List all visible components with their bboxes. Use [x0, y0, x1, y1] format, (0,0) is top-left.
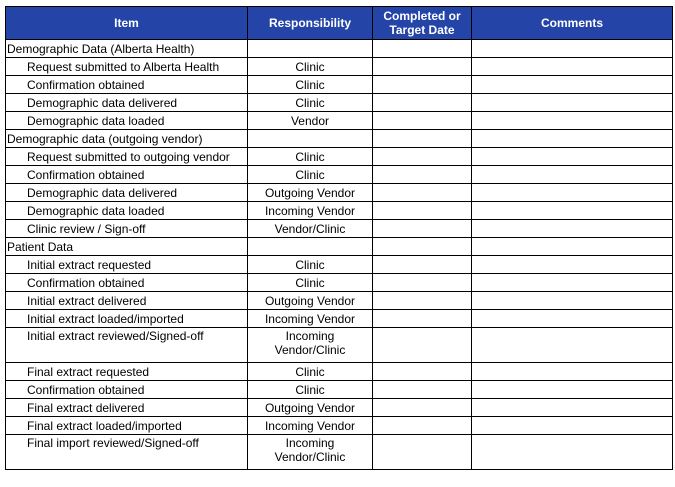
section-row — [6, 238, 673, 256]
date-cell[interactable] — [373, 202, 472, 220]
date-cell[interactable] — [373, 381, 472, 399]
date-cell[interactable] — [373, 274, 472, 292]
date-cell[interactable] — [373, 292, 472, 310]
table-row — [6, 274, 673, 292]
comments-cell[interactable] — [472, 148, 673, 166]
table-row — [6, 381, 673, 399]
table-row — [6, 256, 673, 274]
header-row — [6, 7, 673, 40]
table-row — [6, 202, 673, 220]
comments-cell[interactable] — [472, 220, 673, 238]
table-row — [6, 76, 673, 94]
date-cell[interactable] — [373, 184, 472, 202]
date-cell[interactable] — [373, 40, 472, 58]
table-row — [6, 435, 673, 470]
comments-cell[interactable] — [472, 130, 673, 148]
responsibility-cell: Vendor — [248, 112, 373, 130]
item-cell: Initial extract reviewed/Signed-off — [6, 328, 248, 363]
date-header-line1: Completed or — [383, 9, 461, 23]
responsibility-cell: Outgoing Vendor — [248, 399, 373, 417]
item-cell: Clinic review / Sign-off — [6, 220, 248, 238]
comments-cell[interactable] — [472, 238, 673, 256]
responsibility-cell: Clinic — [248, 148, 373, 166]
item-cell: Confirmation obtained — [6, 274, 248, 292]
responsibility-cell: Clinic — [248, 76, 373, 94]
date-cell[interactable] — [373, 166, 472, 184]
section-row — [6, 130, 673, 148]
date-cell[interactable] — [373, 58, 472, 76]
date-header-line2: Target Date — [389, 23, 455, 37]
date-cell[interactable] — [373, 256, 472, 274]
item-column-header: Item — [6, 7, 248, 40]
item-cell: Request submitted to Alberta Health — [6, 58, 248, 76]
date-cell[interactable] — [373, 417, 472, 435]
responsibility-cell: Outgoing Vendor — [248, 184, 373, 202]
table-row — [6, 220, 673, 238]
comments-cell[interactable] — [472, 292, 673, 310]
date-cell[interactable] — [373, 220, 472, 238]
comments-cell[interactable] — [472, 76, 673, 94]
comments-cell[interactable] — [472, 112, 673, 130]
date-cell[interactable] — [373, 76, 472, 94]
item-cell: Final extract loaded/imported — [6, 417, 248, 435]
checklist-body — [6, 40, 673, 470]
item-cell: Confirmation obtained — [6, 166, 248, 184]
comments-cell[interactable] — [472, 274, 673, 292]
responsibility-cell: Clinic — [248, 363, 373, 381]
section-title: Demographic Data (Alberta Health) — [6, 40, 248, 58]
date-cell[interactable] — [373, 310, 472, 328]
responsibility-cell: Clinic — [248, 381, 373, 399]
comments-cell[interactable] — [472, 381, 673, 399]
table-row — [6, 166, 673, 184]
table-row — [6, 399, 673, 417]
comments-cell[interactable] — [472, 363, 673, 381]
responsibility-cell: Clinic — [248, 166, 373, 184]
section-title: Patient Data — [6, 238, 248, 256]
date-cell[interactable] — [373, 112, 472, 130]
responsibility-cell: Incoming Vendor — [248, 310, 373, 328]
date-cell[interactable] — [373, 148, 472, 166]
table-row — [6, 58, 673, 76]
comments-column-header: Comments — [472, 7, 673, 40]
date-cell[interactable] — [373, 363, 472, 381]
table-row — [6, 94, 673, 112]
date-cell[interactable] — [373, 435, 472, 470]
item-cell: Initial extract loaded/imported — [6, 310, 248, 328]
responsibility-cell: Incoming Vendor — [248, 417, 373, 435]
checklist-table — [5, 6, 673, 470]
date-cell[interactable] — [373, 130, 472, 148]
responsibility-cell: Clinic — [248, 94, 373, 112]
responsibility-cell: Clinic — [248, 274, 373, 292]
conversion-checklist — [5, 6, 673, 470]
comments-cell[interactable] — [472, 435, 673, 470]
comments-cell[interactable] — [472, 184, 673, 202]
comments-cell[interactable] — [472, 399, 673, 417]
responsibility-cell — [248, 130, 373, 148]
table-row — [6, 363, 673, 381]
comments-cell[interactable] — [472, 256, 673, 274]
responsibility-cell: Vendor/Clinic — [248, 220, 373, 238]
comments-cell[interactable] — [472, 40, 673, 58]
item-cell: Confirmation obtained — [6, 76, 248, 94]
responsibility-cell: Incoming Vendor/Clinic — [248, 328, 373, 363]
responsibility-cell: Clinic — [248, 58, 373, 76]
responsibility-cell — [248, 40, 373, 58]
item-cell: Final extract delivered — [6, 399, 248, 417]
section-title: Demographic data (outgoing vendor) — [6, 130, 248, 148]
item-cell: Demographic data delivered — [6, 184, 248, 202]
responsibility-cell: Outgoing Vendor — [248, 292, 373, 310]
date-cell[interactable] — [373, 94, 472, 112]
responsibility-column-header: Responsibility — [248, 7, 373, 40]
date-cell[interactable] — [373, 328, 472, 363]
item-cell: Confirmation obtained — [6, 381, 248, 399]
table-row — [6, 417, 673, 435]
comments-cell[interactable] — [472, 94, 673, 112]
comments-cell[interactable] — [472, 417, 673, 435]
table-row — [6, 148, 673, 166]
item-cell: Demographic data loaded — [6, 202, 248, 220]
date-column-header — [373, 7, 472, 40]
date-cell[interactable] — [373, 399, 472, 417]
item-cell: Final import reviewed/Signed-off — [6, 435, 248, 470]
responsibility-cell: Clinic — [248, 256, 373, 274]
table-row — [6, 184, 673, 202]
date-cell[interactable] — [373, 238, 472, 256]
item-cell: Demographic data delivered — [6, 94, 248, 112]
item-cell: Initial extract delivered — [6, 292, 248, 310]
responsibility-cell: Incoming Vendor — [248, 202, 373, 220]
table-row — [6, 328, 673, 363]
comments-cell[interactable] — [472, 58, 673, 76]
table-row — [6, 292, 673, 310]
item-cell: Final extract requested — [6, 363, 248, 381]
comments-cell[interactable] — [472, 202, 673, 220]
table-row — [6, 112, 673, 130]
comments-cell[interactable] — [472, 166, 673, 184]
item-cell: Request submitted to outgoing vendor — [6, 148, 248, 166]
comments-cell[interactable] — [472, 328, 673, 363]
item-cell: Initial extract requested — [6, 256, 248, 274]
table-row — [6, 310, 673, 328]
item-cell: Demographic data loaded — [6, 112, 248, 130]
comments-cell[interactable] — [472, 310, 673, 328]
section-row — [6, 40, 673, 58]
responsibility-cell: Incoming Vendor/Clinic — [248, 435, 373, 470]
responsibility-cell — [248, 238, 373, 256]
